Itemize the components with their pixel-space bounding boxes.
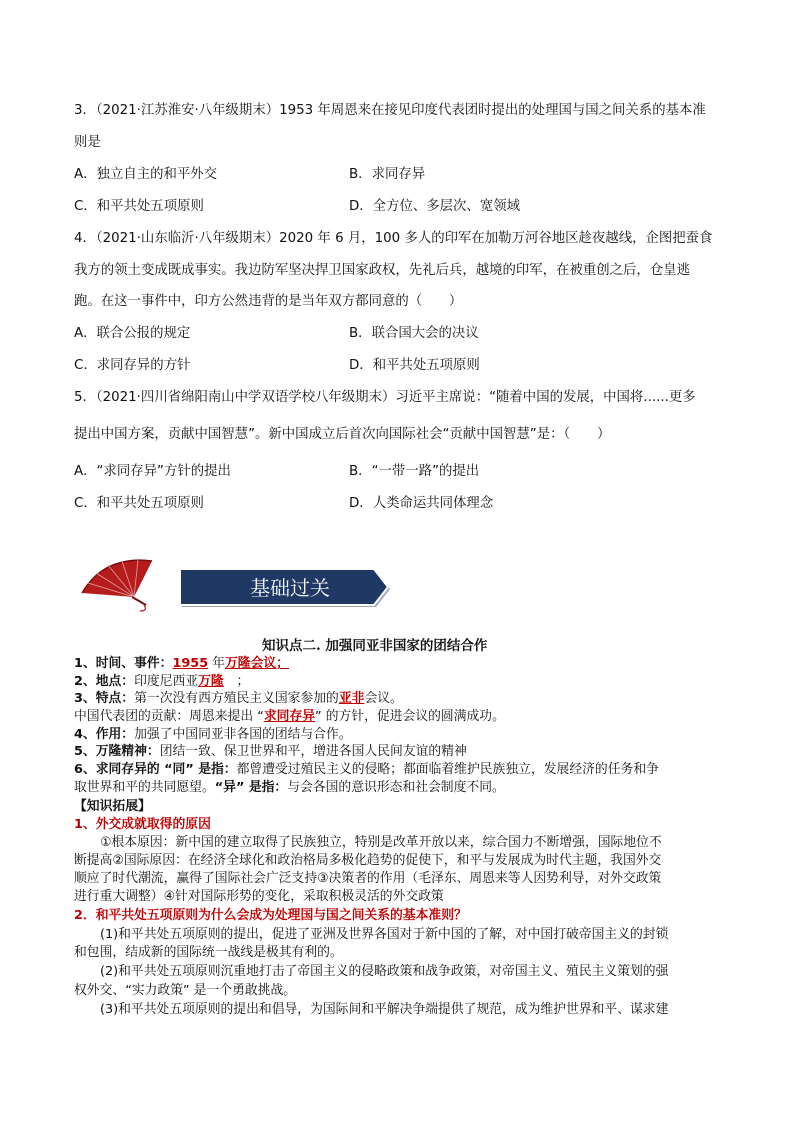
knowledge-4 <box>74 726 352 743</box>
extension-s1-line1: ①根本原因：新中国的建立取得了民族独立，特别是改革开放以来，综合国力不断增强，国际地位不 <box>100 835 662 850</box>
q5-stem-line1: 5．（2021·四川省绵阳南山中学双语学校八年级期末）习近平主席说：“随着中国的发展，中国将......更多 <box>74 390 696 405</box>
extension-s1-line3: 顺应了时代潮流，赢得了国际社会广泛支持③决策者的作用（毛泽东、周恩来等人因势利导，对外交政策 <box>74 871 662 886</box>
extension-s2-line2: 和包围，结成新的国际统一战线是极其有利的。 <box>74 945 343 960</box>
q3-option-b: B．求同存异 <box>349 167 426 182</box>
q4-stem-line3: 跑。在这一事件中，印方公然违背的是当年双方都同意的（ ） <box>74 294 463 309</box>
k3-key: 亚非 <box>338 691 365 706</box>
q3-option-a: A．独立自主的和平外交 <box>74 167 218 182</box>
k2-place: 万隆 <box>198 674 224 689</box>
section-banner <box>180 569 392 609</box>
extension-s1-title: 1、外交成就取得的原因 <box>74 817 211 832</box>
k6b-pre: 取世界和平的共同愿望。 <box>74 780 215 795</box>
k4-text: 加强了中国同亚非各国的团结与合作。 <box>134 727 352 742</box>
extension-heading: 【知识拓展】 <box>74 799 151 814</box>
k2-end: ； <box>223 674 250 689</box>
q4-stem-line2: 我方的领土变成既成事实。我边防军坚决捍卫国家政权，先礼后兵，越境的印军，在被重创之后，仓皇逃 <box>74 263 690 278</box>
k3b-pre: 中国代表团的贡献：周恩来提出 “ <box>74 709 264 724</box>
k6b-label: “异” 是指： <box>214 780 288 795</box>
q4-option-a: A．联合公报的规定 <box>74 326 191 341</box>
extension-s2-title: 2．和平共处五项原则为什么会成为处理国与国之间关系的基本准则？ <box>74 908 467 923</box>
k6-text: 都曾遭受过殖民主义的侵略；都面临着维护民族独立，发展经济的任务和争 <box>236 762 659 777</box>
q3-option-d: D．全方位、多层次、宽领域 <box>349 199 520 214</box>
q5-option-c: C．和平共处五项原则 <box>74 496 204 511</box>
k6b-text: 与会各国的意识形态和社会制度不同。 <box>287 780 505 795</box>
k6-label: 6、求同存异的 “同” 是指： <box>74 762 237 777</box>
k1-label: 1、时间、事件： <box>74 656 173 671</box>
extension-s2-line4: 权外交、“实力政策” 是一个勇敢挑战。 <box>74 983 297 998</box>
q5-option-a: A．“求同存异”方针的提出 <box>74 464 231 479</box>
section-title: 知识点二. 加强同亚非国家的团结合作 <box>262 638 488 654</box>
k3-pre: 第一次没有西方殖民主义国家参加的 <box>134 691 339 706</box>
knowledge-6 <box>74 761 659 778</box>
q5-option-b: B．“一带一路”的提出 <box>349 464 480 479</box>
k4-label: 4、作用： <box>74 727 135 742</box>
k3-end: 会议。 <box>364 691 403 706</box>
extension-s1-line2: 断提高②国际原因：在经济全球化和政治格局多极化趋势的促使下，和平与发展成为时代主题，我国外交 <box>74 853 662 868</box>
q5-stem-line2: 提出中国方案，贡献中国智慧”。新中国成立后首次向国际社会“贡献中国智慧”是：（ ） <box>74 427 611 442</box>
knowledge-3 <box>74 690 403 707</box>
q4-option-b: B．联合国大会的决议 <box>349 326 479 341</box>
k3b-end: ” 的方针，促进会议的圆满成功。 <box>315 709 505 724</box>
q3-option-c: C．和平共处五项原则 <box>74 199 204 214</box>
extension-s2-line3: (2)和平共处五项原则沉重地打击了帝国主义的侵略政策和战争政策，对帝国主义、殖民主义策划的强 <box>100 964 669 979</box>
q3-stem-line2: 则是 <box>74 135 101 150</box>
q5-option-d: D．人类命运共同体理念 <box>349 496 494 511</box>
k5-text: 团结一致、保卫世界和平，增进各国人民间友谊的精神 <box>159 744 467 759</box>
fan-decoration-icon <box>74 553 174 613</box>
k1-event: 万隆会议； <box>224 656 289 671</box>
k1-mid: 年 <box>208 656 225 671</box>
k2-pre: 印度尼西亚 <box>134 674 199 689</box>
extension-s2-line1: (1)和平共处五项原则的提出，促进了亚洲及世界各国对于新中国的了解，对中国打破帝国主义的封锁 <box>100 927 669 942</box>
q4-stem-line1: 4．（2021·山东临沂·八年级期末）2020 年 6 月，100 多人的印军在加勒万河谷地区趁夜越线，企图把蚕食 <box>74 231 713 246</box>
extension-s2-line5: (3)和平共处五项原则的提出和倡导，为国际间和平解决争端提供了规范，成为维护世界和平、谋求建 <box>100 1002 669 1017</box>
q4-option-d: D．和平共处五项原则 <box>349 358 480 373</box>
knowledge-1 <box>74 655 289 672</box>
k3-label: 3、特点： <box>74 691 135 706</box>
knowledge-3b <box>74 708 505 725</box>
extension-s1-line4: 进行重大调整）④针对国际形势的变化，采取积极灵活的外交政策 <box>74 889 444 904</box>
k1-year: 1955 <box>172 656 209 671</box>
knowledge-6b <box>74 779 505 796</box>
q4-option-c: C．求同存异的方针 <box>74 358 191 373</box>
knowledge-2 <box>74 673 249 690</box>
k5-label: 5、万隆精神： <box>74 744 160 759</box>
k3b-key: 求同存异 <box>263 709 316 724</box>
q3-stem-line1: 3．（2021·江苏淮安·八年级期末）1953 年周恩来在接见印度代表团时提出的处理国与国之间关系的基本准 <box>74 103 706 118</box>
banner-title: 基础过关 <box>250 576 330 600</box>
k2-label: 2、地点： <box>74 674 135 689</box>
knowledge-5 <box>74 743 467 760</box>
